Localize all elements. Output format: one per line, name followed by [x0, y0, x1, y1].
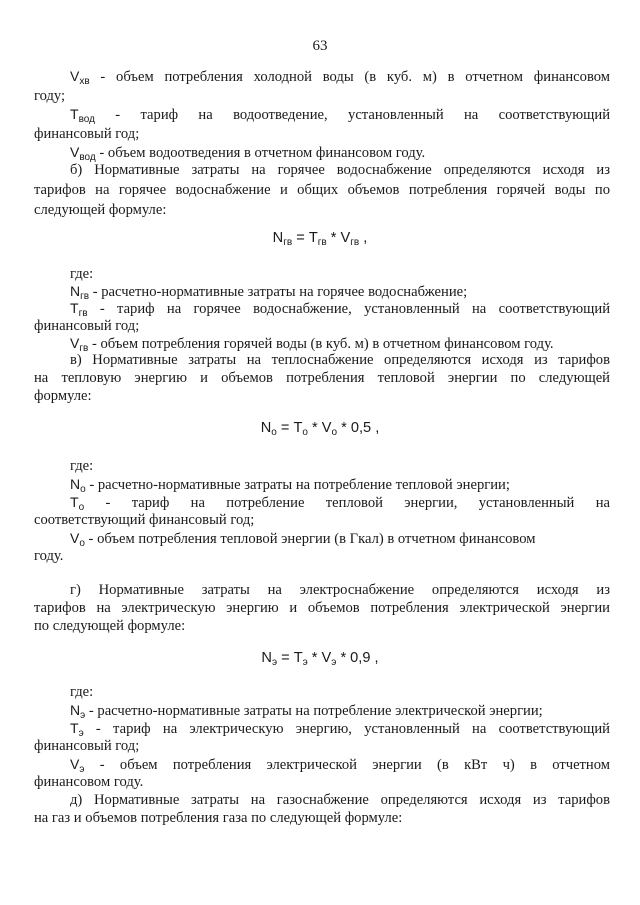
definition-n-gv: $N_{гв}$ - расчетно-нормативные затраты на горячее водоснабжение; — [70, 283, 468, 302]
paragraph-b-line1: б) Нормативные затраты на горячее водоснабжение определяются исходя из — [70, 162, 610, 178]
formula-electricity: $N_э = T_э * V_э * 0,9$ , — [261, 650, 379, 668]
paragraph-v-line3: формуле: — [34, 388, 92, 404]
definition-t-gv-cont: финансовый год; — [34, 318, 140, 334]
definition-n-o: $N_о$ - расчетно-нормативные затраты на потребление тепловой энергии; — [70, 476, 510, 495]
paragraph-b-line3: следующей формуле: — [34, 202, 167, 218]
definition-v-hv-cont: году; — [34, 88, 66, 104]
definition-n-e: $N_э$ - расчетно-нормативные затраты на потребление электрической энергии; — [70, 702, 543, 721]
where-label-2: где: — [70, 458, 94, 474]
page-number: 63 — [312, 38, 328, 54]
definition-v-e-cont: финансовом году. — [34, 774, 144, 790]
paragraph-b-line2: тарифов на горячее водоснабжение и общих объемов потребления горячей воды по — [34, 182, 610, 198]
definition-t-e: $T_э$ - тариф на электрическую энергию, установленный на соответствующий — [70, 720, 610, 739]
formula-heat: $N_о = T_о * V_о * 0,5$ , — [260, 420, 380, 438]
where-label-3: где: — [70, 684, 94, 700]
definition-t-vod: $T_{вод}$ - тариф на водоотведение, установленный на соответствующий — [70, 106, 610, 125]
definition-v-e: $V_э$ - объем потребления электрической энергии (в кВт ч) в отчетном — [70, 756, 610, 775]
definition-v-gv: $V_{гв}$ - объем потребления горячей воды (в куб. м) в отчетном финансовом году. — [70, 335, 554, 354]
paragraph-g-line3: по следующей формуле: — [34, 618, 186, 634]
definition-t-e-cont: финансовый год; — [34, 738, 140, 754]
paragraph-v-line1: в) Нормативные затраты на теплоснабжение определяются исходя из тарифов — [70, 352, 610, 368]
definition-v-hv: $V_{хв}$ - объем потребления холодной воды (в куб. м) в отчетном финансовом — [70, 68, 610, 87]
paragraph-d-line2: на газ и объемов потребления газа по следующей формуле: — [34, 810, 403, 826]
definition-v-vod: $V_{вод}$ - объем водоотведения в отчетном финансовом году. — [70, 144, 426, 163]
paragraph-d-line1: д) Нормативные затраты на газоснабжение определяются исходя из тарифов — [70, 792, 610, 808]
definition-t-o: $T_о$ - тариф на потребление тепловой энергии, установленный на — [70, 494, 610, 513]
paragraph-v-line2: на тепловую энергию и объемов потребления тепловой энергии по следующей — [34, 370, 610, 386]
definition-t-gv: $T_{гв}$ - тариф на горячее водоснабжение, установленный на соответствующий — [70, 300, 610, 319]
definition-t-vod-cont: финансовый год; — [34, 126, 140, 142]
formula-hot-water: $N_{гв} = T_{гв} * V_{гв}$ , — [272, 230, 368, 248]
definition-v-o-cont: году. — [34, 548, 64, 564]
definition-t-o-cont: соответствующий финансовый год; — [34, 512, 255, 528]
definition-v-o: $V_о$ - объем потребления тепловой энергии (в Гкал) в отчетном финансовом — [70, 530, 536, 549]
paragraph-g-line2: тарифов на электрическую энергию и объемов потребления электрической энергии — [34, 600, 610, 616]
where-label-1: где: — [70, 266, 94, 282]
paragraph-g-line1: г) Нормативные затраты на электроснабжение определяются исходя из — [70, 582, 610, 598]
